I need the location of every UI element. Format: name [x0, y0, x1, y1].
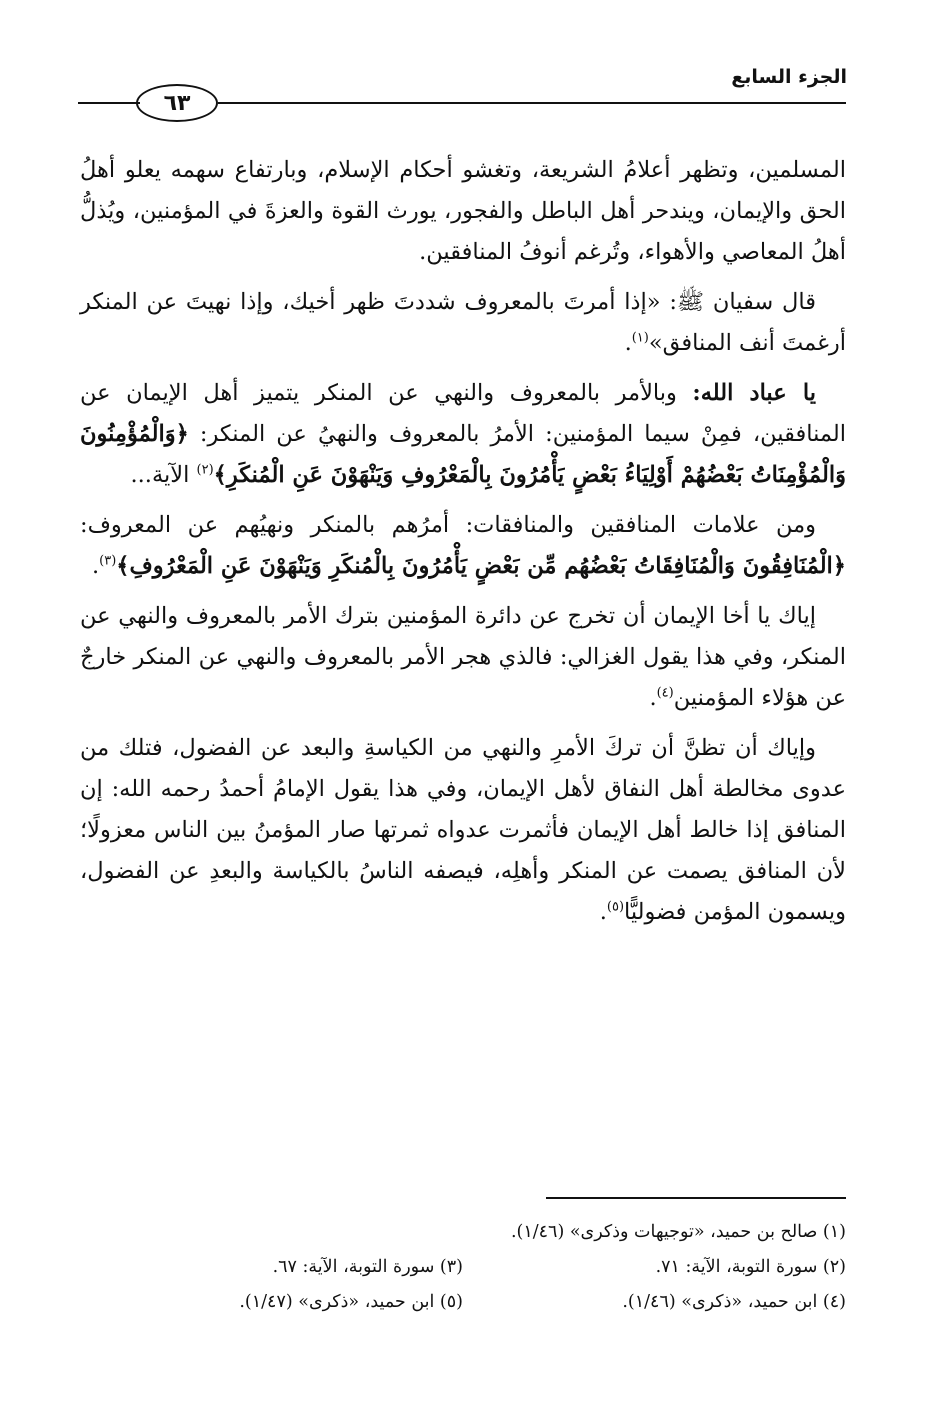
- footnote-ref-1: (١): [631, 330, 649, 346]
- page-number-oval: [136, 84, 218, 122]
- quran-verse-2: ﴿الْمُنَافِقُونَ وَالْمُنَافِقَاتُ بَعْضُهُم مِّن بَعْضٍ يَأْمُرُونَ بِالْمُنكَرِ وَيَنْهَوْنَ عَنِ الْمَعْرُوفِ﴾: [116, 553, 846, 579]
- paragraph-5-end: .: [649, 685, 657, 711]
- paragraph-3-text: وبالأمر بالمعروف والنهي عن المنكر يتميز أهل الإيمان عن المنافقين، فمِنْ سيما المؤمنين: الأمرُ بالمعروف والنهيُ عن المنكر:: [80, 380, 846, 447]
- footnote-4: (٤) ابن حميد، «ذكرى» (١/٤٦).: [622, 1292, 846, 1312]
- footnote-row-2: [80, 1250, 846, 1285]
- footnote-ref-3: (٣): [99, 553, 117, 569]
- paragraph-6: [80, 728, 846, 933]
- sufyan-quote: قال سفيان ﷺ: «إذا أمرتَ بالمعروف شددتَ ظهر أخيك، وإذا نهيتَ عن المنكر أرغمتَ أنف المنافق»: [80, 289, 846, 356]
- header-rule-left: [78, 102, 140, 104]
- footnote-row-1: [80, 1215, 846, 1250]
- paragraph-3-end: الآية...: [130, 462, 197, 488]
- footnote-5: (٥) ابن حميد، «ذكرى» (١/٤٧).: [239, 1292, 463, 1312]
- page-number: ٦٣: [163, 90, 191, 116]
- paragraph-2-end: .: [624, 330, 632, 356]
- paragraph-6-end: .: [599, 899, 607, 925]
- footnote-2: (٢) سورة التوبة، الآية: ٧١.: [655, 1257, 846, 1277]
- footnote-ref-4: (٤): [656, 685, 674, 701]
- paragraph-5-text: إياك يا أخا الإيمان أن تخرج عن دائرة المؤمنين بترك الأمر بالمعروف والنهي عن المنكر، وفي هذا يقول الغزالي: فالذي هجر الأمر بالمعروف والنهي عن المنكر خارجٌ عن هؤلاء المؤمنين: [80, 603, 846, 711]
- paragraph-2: [80, 282, 846, 364]
- footnotes: [80, 1215, 846, 1320]
- footnote-row-3: [80, 1285, 846, 1320]
- header-rule-right: [218, 102, 846, 104]
- quran-verse-1: ﴿وَالْمُؤْمِنُونَ وَالْمُؤْمِنَاتُ بَعْضُهُمْ أَوْلِيَاءُ بَعْضٍ يَأْمُرُونَ بِالْمَعْرُوفِ وَيَنْهَوْنَ عَنِ الْمُنكَرِ﴾: [80, 421, 846, 488]
- footnote-1: (١) صالح بن حميد، «توجيهات وذكرى» (١/٤٦).: [510, 1222, 846, 1242]
- paragraph-3: [80, 373, 846, 496]
- body-text: [80, 150, 846, 942]
- footnote-ref-5: (٥): [606, 899, 625, 915]
- footnote-separator: [546, 1197, 846, 1199]
- address-heading: يا عباد الله:: [692, 380, 816, 406]
- paragraph-4-end: .: [92, 553, 100, 579]
- paragraph-5: [80, 596, 846, 719]
- paragraph-4-text: ومن علامات المنافقين والمنافقات: أمرُهم بالمنكر ونهيُهم عن المعروف:: [80, 512, 816, 538]
- footnote-ref-2: (٢): [196, 462, 214, 478]
- footnote-3: (٣) سورة التوبة، الآية: ٦٧.: [272, 1257, 463, 1277]
- running-title: الجزء السابع: [731, 66, 847, 88]
- paragraph-6-text: وإياك أن تظنَّ أن تركَ الأمرِ والنهي من الكياسةِ والبعد عن الفضول، فتلك من عدوى مخالطة أهل النفاق لأهل الإيمان، وفي هذا يقول الإمامُ أحمدُ رحمه الله: إن المنافق إذا خالط أهل الإيمان فأثمرت عدواه ثمرتها صار المؤمنُ بين الناس معزولًا؛ لأن المنافق يصمت عن المنكر وأهلِه، فيصفه الناسُ بالكياسة والبعدِ عن الفضول، ويسمون المؤمن فضوليًّا: [80, 735, 847, 925]
- paragraph-4: [80, 505, 846, 587]
- paragraph-1: المسلمين، وتظهر أعلامُ الشريعة، وتغشو أحكام الإسلام، وبارتفاع سهمه يعلو أهلُ الحق والإيمان، ويندحر أهل الباطل والفجور، يورث القوة والعزةَ في المؤمنين، ويُذلُّ أهلُ المعاصي والأهواء، وتُرغم أنوفُ المنافقين.: [80, 157, 846, 265]
